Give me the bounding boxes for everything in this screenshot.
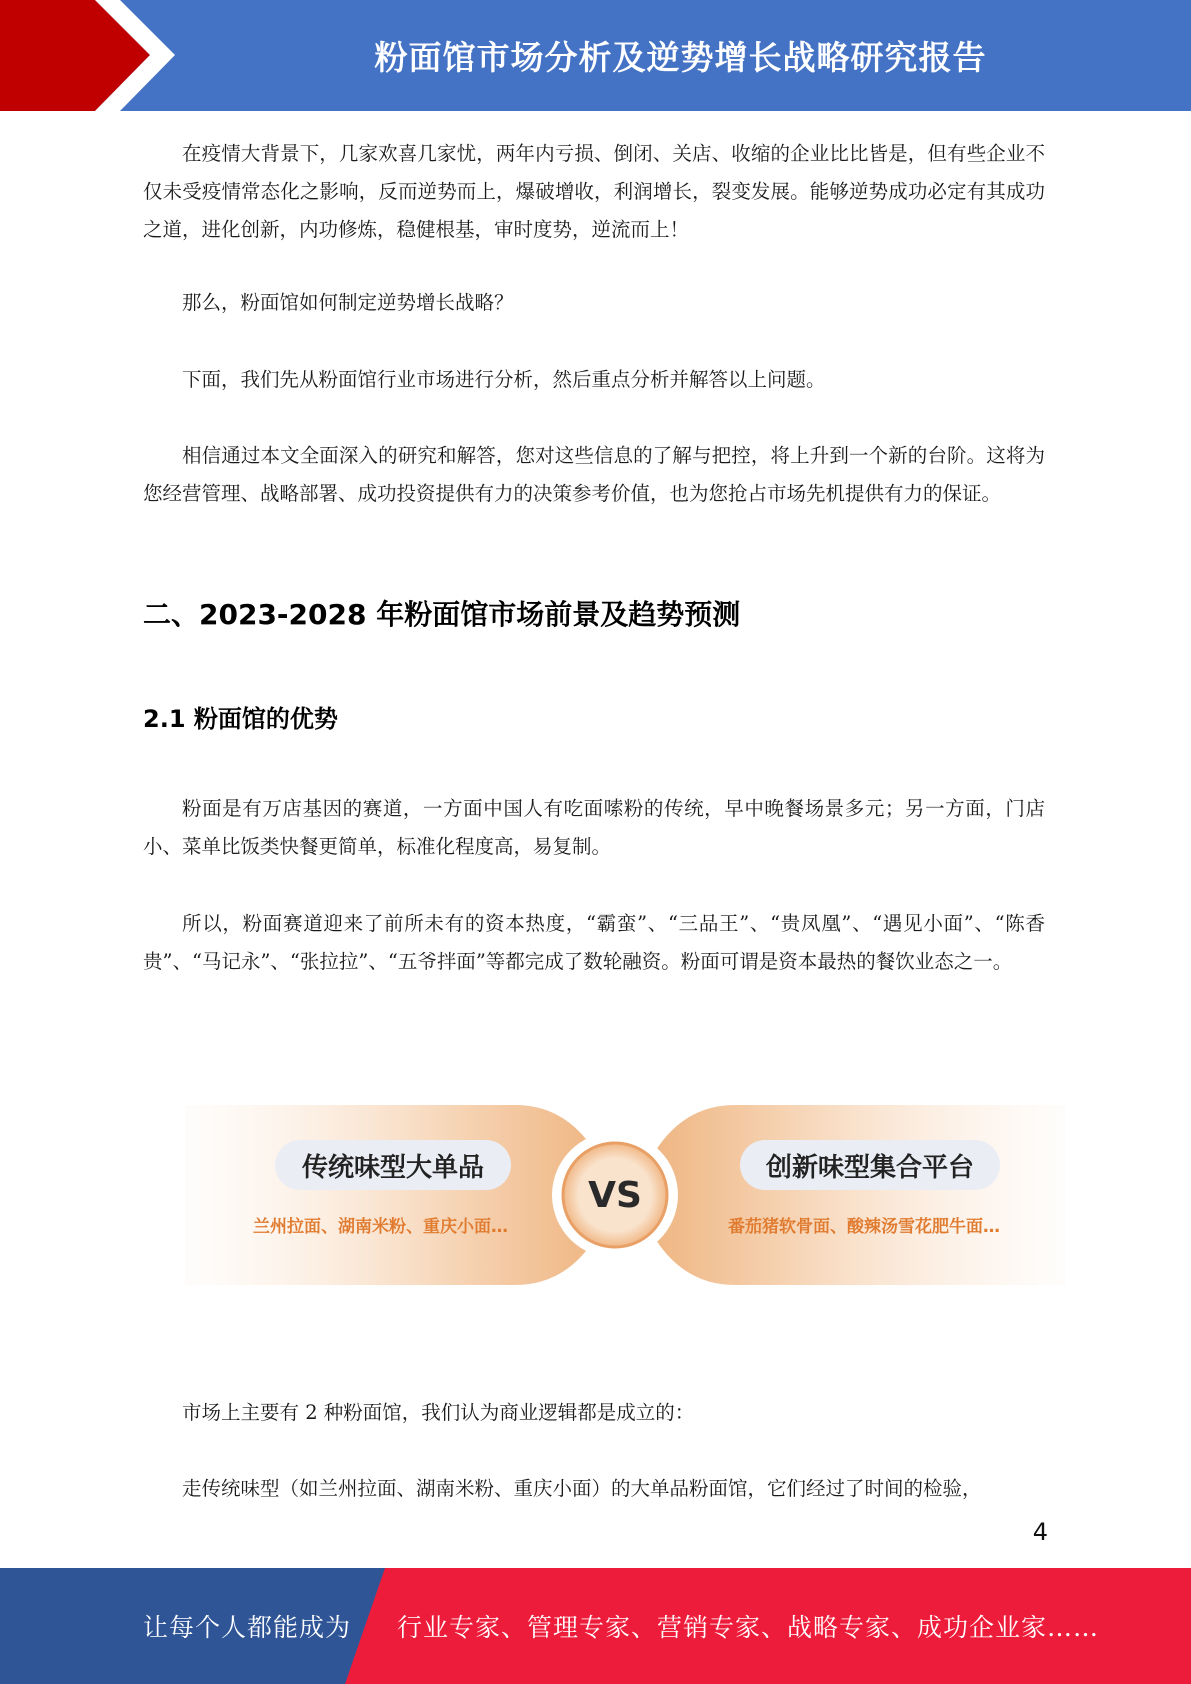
paragraph-outline: 下面，我们先从粉面馆行业市场进行分析，然后重点分析并解答以上问题。: [182, 368, 826, 391]
paragraph-question: 那么，粉面馆如何制定逆势增长战略？: [182, 291, 514, 314]
footer-slogan-left: 让每个人都能成为: [143, 1613, 352, 1642]
section-heading: 二、2023-2028 年粉面馆市场前景及趋势预测: [143, 598, 741, 631]
vs-comparison-banner: [185, 1100, 1065, 1290]
subsection-heading: 2.1 粉面馆的优势: [143, 705, 338, 733]
paragraph-advantage: 粉面是有万店基因的赛道，一方面中国人有吃面嗦粉的传统，早中晚餐场景多元；另一方面，门店小、菜单比饭类快餐更简单，标准化程度高，易复制。: [143, 797, 1045, 858]
traditional-flavor-examples: 兰州拉面、湖南米粉、重庆小面…: [253, 1217, 508, 1237]
paragraph-value: 相信通过本文全面深入的研究和解答，您对这些信息的了解与把控，将上升到一个新的台阶。这将为您经营管理、战略部署、成功投资提供有力的决策参考价值，也为您抢占市场先机提供有力的保证。: [143, 444, 1045, 505]
vs-label: VS: [588, 1174, 642, 1216]
page-number: 4: [1032, 1518, 1048, 1546]
traditional-flavor-pill: 传统味型大单品: [275, 1140, 511, 1190]
report-title: 粉面馆市场分析及逆势增长战略研究报告: [374, 38, 987, 77]
page-footer: [0, 1568, 1191, 1684]
page-header: [0, 0, 1191, 111]
paragraph-traditional: 走传统味型（如兰州拉面、湖南米粉、重庆小面）的大单品粉面馆，它们经过了时间的检验，: [182, 1477, 982, 1500]
innovative-flavor-pill: 创新味型集合平台: [740, 1140, 1000, 1190]
innovative-flavor-examples: 番茄猪软骨面、酸辣汤雪花肥牛面…: [728, 1217, 1000, 1237]
footer-slogan-right: 行业专家、管理专家、营销专家、战略专家、成功企业家……: [397, 1613, 1100, 1642]
paragraph-intro: 在疫情大背景下，几家欢喜几家忧，两年内亏损、倒闭、关店、收缩的企业比比皆是，但有些企业不仅未受疫情常态化之影响，反而逆势而上，爆破增收，利润增长，裂变发展。能够逆势成功必定有其成功之道，进化创新，内功修炼，稳健根基，审时度势，逆流而上！: [143, 142, 1045, 241]
paragraph-two-types: 市场上主要有 2 种粉面馆，我们认为商业逻辑都是成立的：: [182, 1401, 695, 1424]
paragraph-capital: 所以，粉面赛道迎来了前所未有的资本热度，“霸蛮”、“三品王”、“贵凤凰”、“遇见小面”、“陈香贵”、“马记永”、“张拉拉”、“五爷拌面”等都完成了数轮融资。粉面可谓是资本最热的餐饮业态之一。: [143, 912, 1045, 973]
